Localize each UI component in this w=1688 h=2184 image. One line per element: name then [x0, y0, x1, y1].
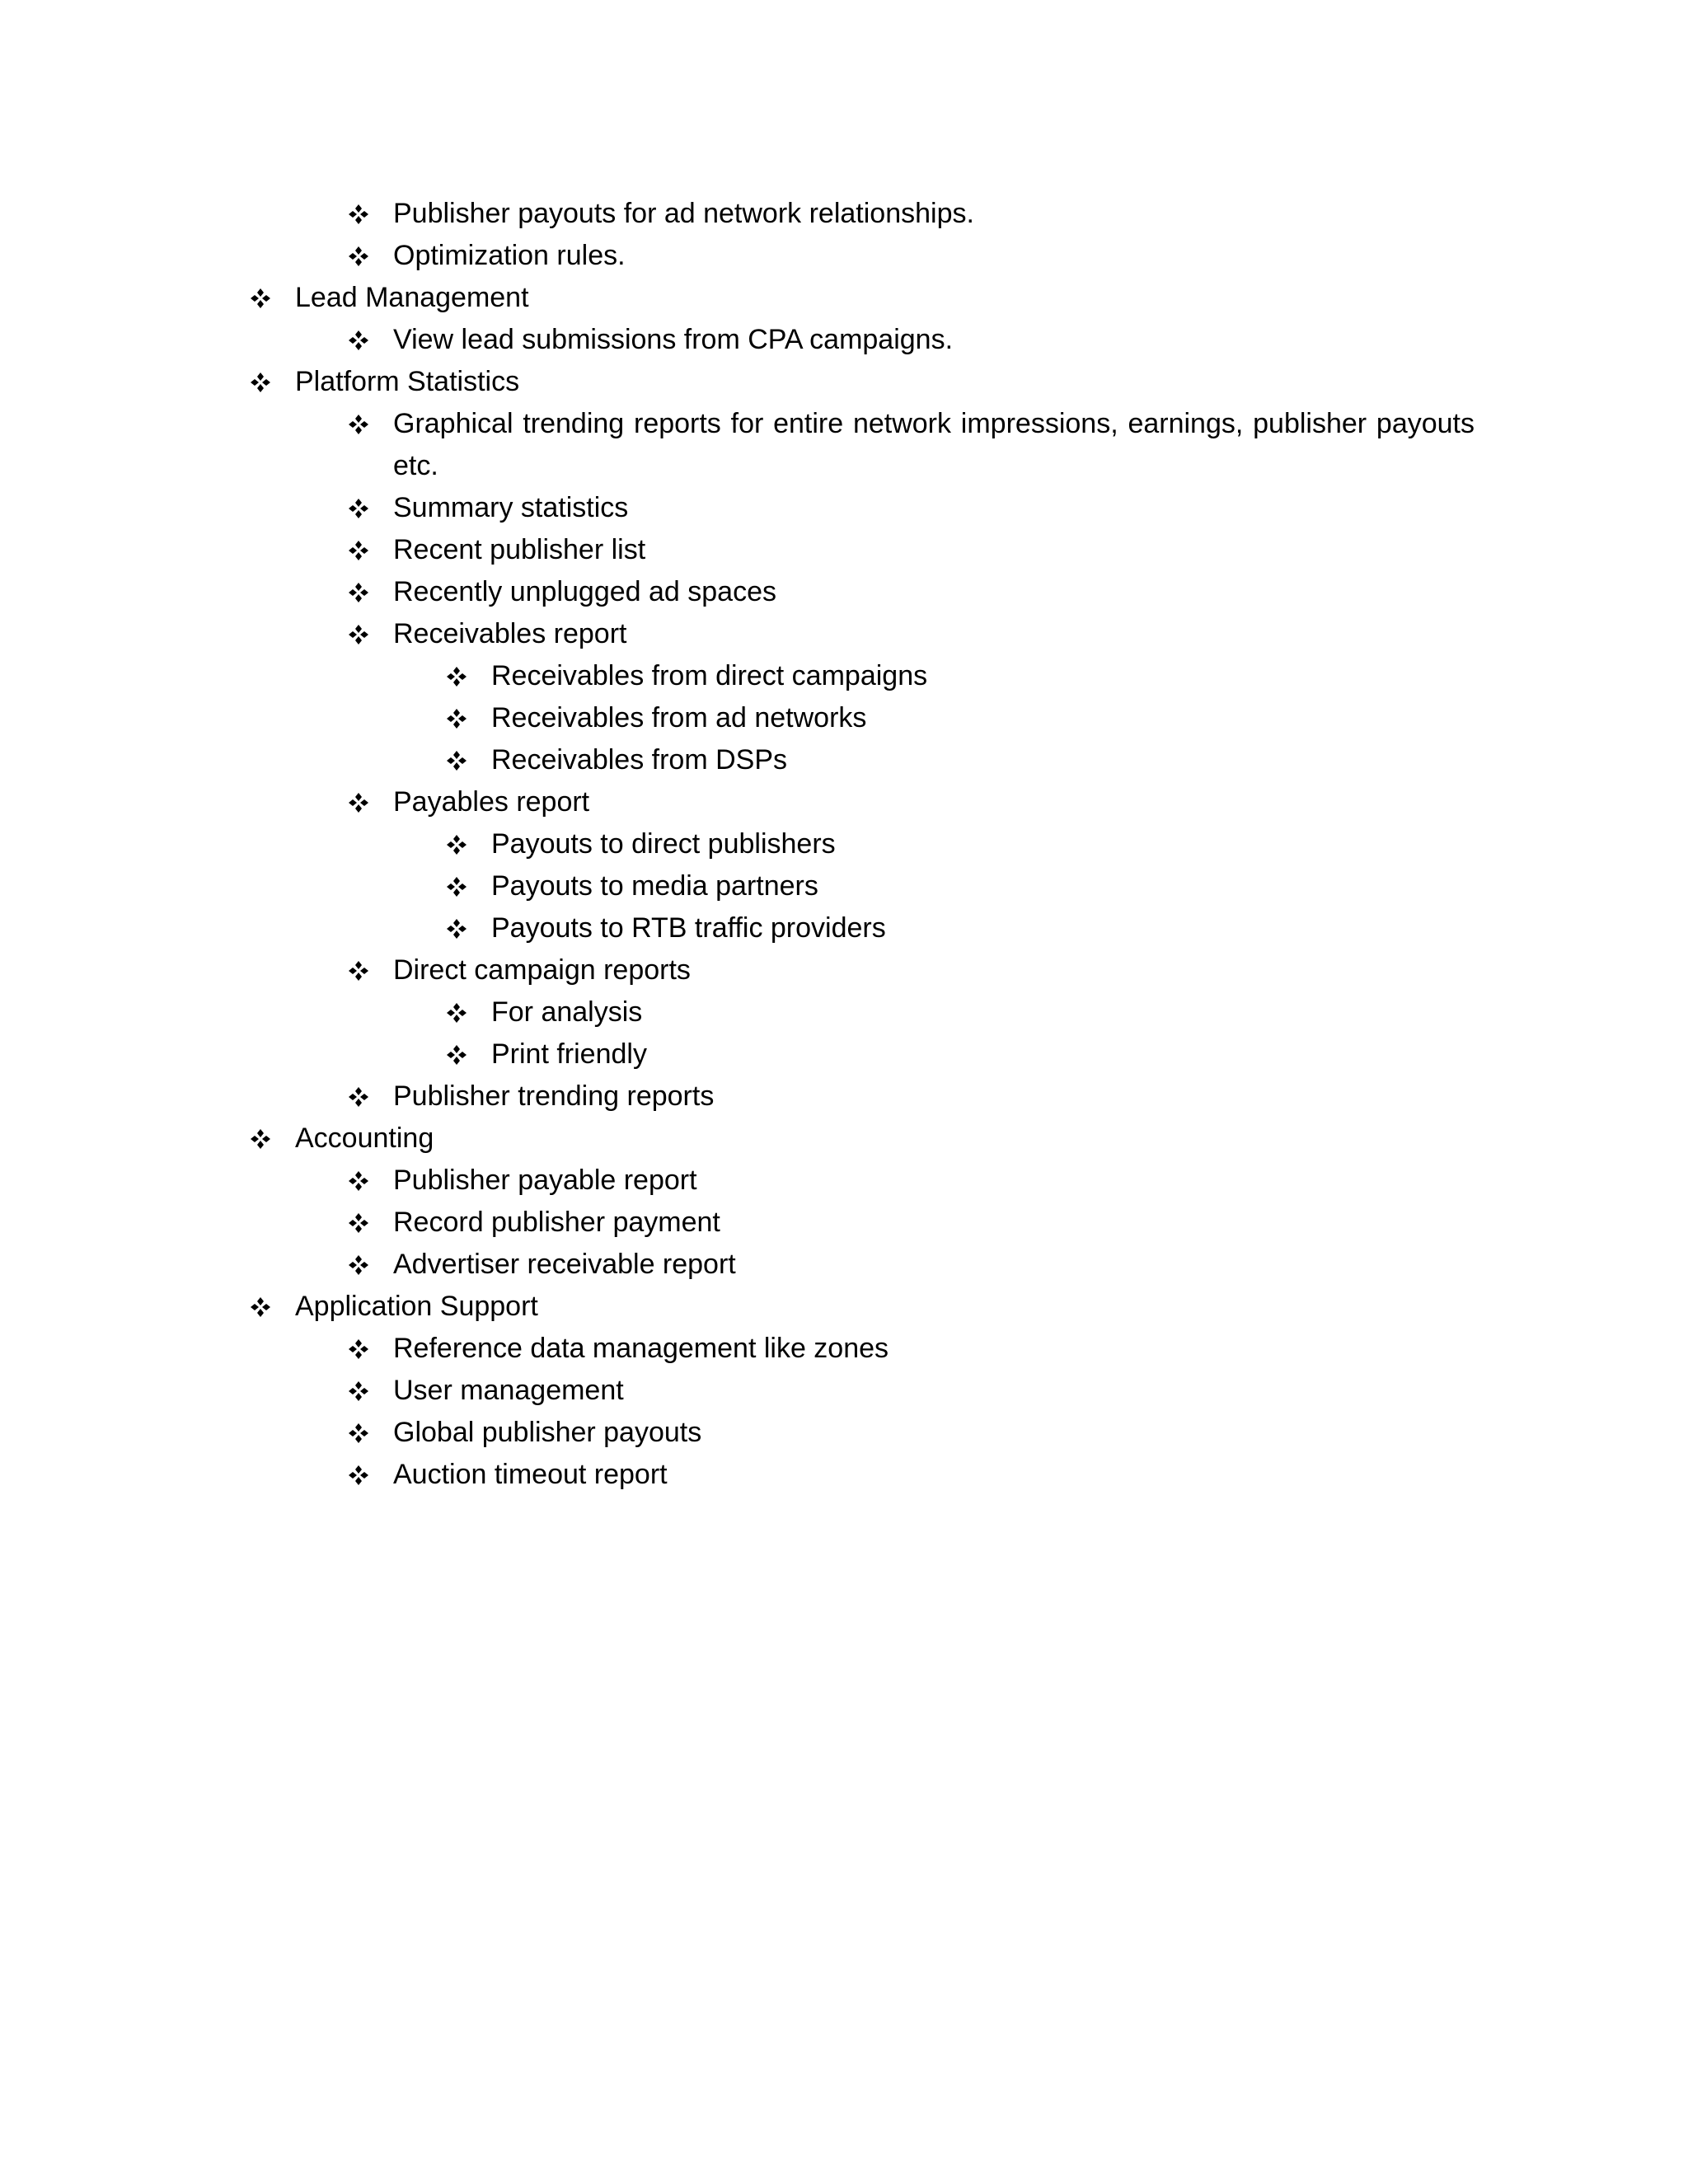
list-item: [0, 1328, 1688, 1370]
list-item-text: Global publisher payouts: [393, 1417, 702, 1448]
list-item: [0, 907, 1688, 949]
list-item: [0, 739, 1688, 781]
list-item: [0, 487, 1688, 529]
list-item: [0, 1370, 1688, 1412]
four-diamond-bullet-icon: [344, 1076, 373, 1118]
list-item: [0, 1076, 1688, 1118]
four-diamond-bullet-icon: [442, 655, 471, 697]
four-diamond-bullet-icon: [246, 361, 275, 403]
four-diamond-bullet-icon: [442, 907, 471, 949]
list-item: [0, 613, 1688, 655]
four-diamond-bullet-icon: [442, 739, 471, 781]
four-diamond-bullet-icon: [344, 235, 373, 277]
list-item: [0, 781, 1688, 823]
list-item-text: Direct campaign reports: [393, 954, 691, 986]
list-item: [0, 361, 1688, 403]
list-item: [0, 1033, 1688, 1076]
four-diamond-bullet-icon: [344, 1160, 373, 1202]
list-item: [0, 1286, 1688, 1328]
list-item-text: Recent publisher list: [393, 534, 646, 565]
bullet-list: [0, 193, 1688, 1496]
list-item-text: Receivables from DSPs: [491, 744, 788, 776]
four-diamond-bullet-icon: [344, 1202, 373, 1244]
list-item: [0, 529, 1688, 571]
list-item-text: Receivables from direct campaigns: [491, 660, 928, 691]
list-item: [0, 1160, 1688, 1202]
list-item: [0, 655, 1688, 697]
list-item-text: Optimization rules.: [393, 240, 626, 271]
list-item: [0, 319, 1688, 361]
list-item: [0, 1244, 1688, 1286]
list-item-text: Record publisher payment: [393, 1207, 720, 1238]
list-item: [0, 865, 1688, 907]
list-item: [0, 1412, 1688, 1454]
four-diamond-bullet-icon: [344, 487, 373, 529]
list-item-text: User management: [393, 1375, 624, 1406]
four-diamond-bullet-icon: [344, 571, 373, 613]
list-item-text: Platform Statistics: [295, 366, 520, 397]
list-item-text: Payouts to direct publishers: [491, 828, 836, 860]
list-item-text: Payables report: [393, 786, 590, 818]
list-item: [0, 193, 1688, 235]
four-diamond-bullet-icon: [344, 781, 373, 823]
list-item-text: Print friendly: [491, 1038, 647, 1070]
four-diamond-bullet-icon: [344, 1370, 373, 1412]
list-item: [0, 1454, 1688, 1496]
four-diamond-bullet-icon: [344, 529, 373, 571]
list-item-text: For analysis: [491, 996, 643, 1028]
four-diamond-bullet-icon: [344, 319, 373, 361]
list-item-text: Receivables report: [393, 618, 627, 649]
four-diamond-bullet-icon: [344, 403, 373, 445]
list-item: [0, 403, 1688, 487]
four-diamond-bullet-icon: [246, 1118, 275, 1160]
four-diamond-bullet-icon: [344, 1328, 373, 1370]
four-diamond-bullet-icon: [442, 1033, 471, 1076]
list-item-text: Application Support: [295, 1291, 538, 1322]
four-diamond-bullet-icon: [246, 1286, 275, 1328]
four-diamond-bullet-icon: [344, 193, 373, 235]
list-item: [0, 277, 1688, 319]
four-diamond-bullet-icon: [344, 1244, 373, 1286]
list-item: [0, 1202, 1688, 1244]
list-item-text: Lead Management: [295, 282, 529, 313]
list-item-text: Publisher payable report: [393, 1165, 697, 1196]
four-diamond-bullet-icon: [344, 1412, 373, 1454]
list-item-text: Reference data management like zones: [393, 1333, 889, 1364]
list-item-text: Receivables from ad networks: [491, 702, 867, 733]
list-item-text: Publisher trending reports: [393, 1080, 715, 1112]
list-item-text: Summary statistics: [393, 492, 629, 523]
four-diamond-bullet-icon: [442, 865, 471, 907]
list-item-text: Payouts to RTB traffic providers: [491, 912, 886, 944]
list-item-text: Graphical trending reports for entire network impressions, earnings, publisher payouts etc.: [393, 408, 1475, 481]
four-diamond-bullet-icon: [246, 277, 275, 319]
list-item-text: Accounting: [295, 1122, 434, 1154]
list-item: [0, 235, 1688, 277]
list-item-text: Recently unplugged ad spaces: [393, 576, 776, 607]
list-item: [0, 571, 1688, 613]
four-diamond-bullet-icon: [442, 697, 471, 739]
list-item: [0, 823, 1688, 865]
four-diamond-bullet-icon: [442, 823, 471, 865]
list-item: [0, 991, 1688, 1033]
four-diamond-bullet-icon: [344, 613, 373, 655]
list-item-text: View lead submissions from CPA campaigns.: [393, 324, 954, 355]
list-item: [0, 1118, 1688, 1160]
four-diamond-bullet-icon: [344, 1454, 373, 1496]
list-item: [0, 949, 1688, 991]
four-diamond-bullet-icon: [344, 949, 373, 991]
list-item-text: Payouts to media partners: [491, 870, 818, 902]
list-item-text: Publisher payouts for ad network relationships.: [393, 198, 974, 229]
list-item-text: Advertiser receivable report: [393, 1249, 736, 1280]
list-item: [0, 697, 1688, 739]
list-item-text: Auction timeout report: [393, 1459, 668, 1490]
four-diamond-bullet-icon: [442, 991, 471, 1033]
